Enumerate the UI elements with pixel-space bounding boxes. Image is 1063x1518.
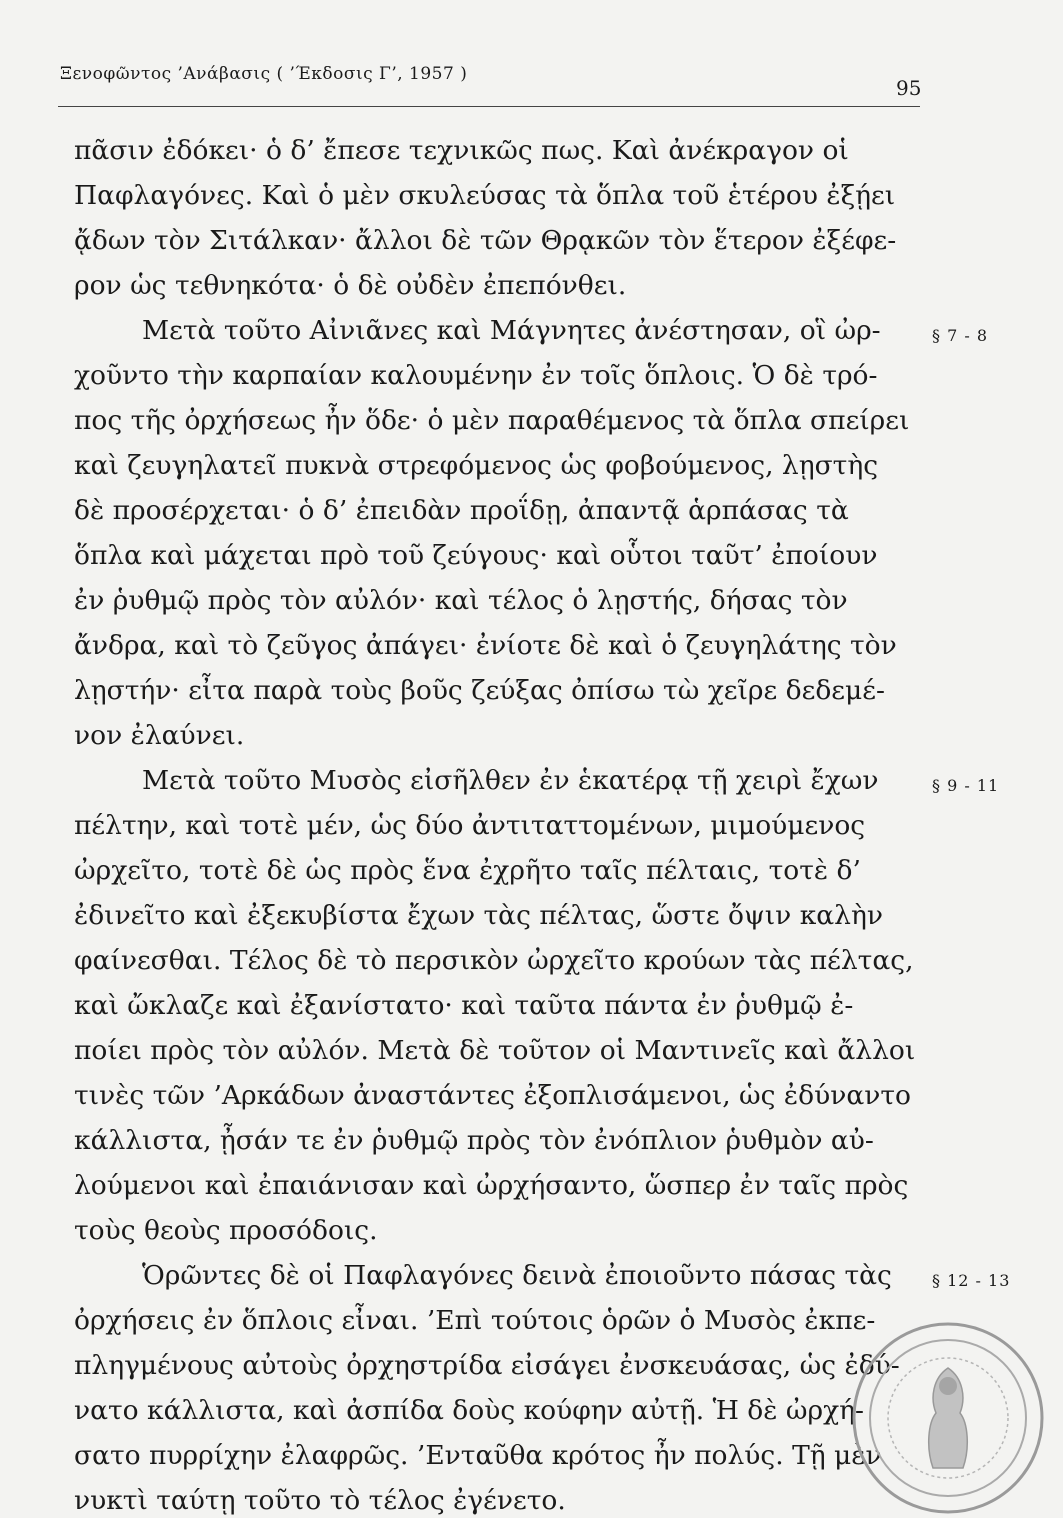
text-line: λούμενοι καὶ ἐπαιάνισαν καὶ ὠρχήσαντο, ὥσπερ ἐν ταῖς πρὸς [74,1170,909,1201]
text-line: σατο πυρρίχην ἐλαφρῶς. ’Ενταῦθα κρότος ἦν πολύς. Τῇ μὲν [74,1440,882,1471]
text-line: νυκτὶ ταύτῃ τοῦτο τὸ τέλος ἐγένετο. [74,1485,566,1516]
page-number: 95 [896,76,922,100]
text-line: τινὲς τῶν ’Αρκάδων ἀναστάντες ἐξοπλισάμενοι, ὡς ἐδύναντο [74,1080,911,1111]
text-line: νον ἐλαύνει. [74,720,245,751]
text-line: πος τῆς ὀρχήσεως ἦν ὅδε· ὁ μὲν παραθέμενος τὰ ὅπλα σπείρει [74,405,910,436]
text-line: ὠρχεῖτο, τοτὲ δὲ ὡς πρὸς ἕνα ἐχρῆτο ταῖς πέλταις, τοτὲ δ’ [74,855,861,886]
text-line: χοῦντο τὴν καρπαίαν καλουμένην ἐν τοῖς ὅπλοις. Ὁ δὲ τρό- [74,360,878,391]
margin-section-ref: § 7 - 8 [932,326,989,345]
text-line: Μετὰ τοῦτο Μυσὸς εἰσῆλθεν ἐν ἑκατέρᾳ τῇ χειρὶ ἔχων [142,765,879,796]
running-head: Ξενοφῶντος ’Ανάβασις ( ’Έκδοσις Γ’, 1957 ) [60,64,468,84]
text-line: καὶ ζευγηλατεῖ πυκνὰ στρεφόμενος ὡς φοβούμενος, λῃστὴς [74,450,879,481]
text-line: ποίει πρὸς τὸν αὐλόν. Μετὰ δὲ τοῦτον οἱ Μαντινεῖς καὶ ἄλλοι [74,1035,916,1066]
text-line: κάλλιστα, ᾖσάν τε ἐν ῥυθμῷ πρὸς τὸν ἐνόπλιον ῥυθμὸν αὐ- [74,1125,874,1156]
text-line: πέλτην, καὶ τοτὲ μέν, ὡς δύο ἀντιταττομένων, μιμούμενος [74,810,866,841]
text-line: ρον ὡς τεθνηκότα· ὁ δὲ οὐδὲν ἐπεπόνθει. [74,270,627,301]
text-line: ὀρχήσεις ἐν ὅπλοις εἶναι. ’Επὶ τούτοις ὁρῶν ὁ Μυσὸς ἐκπε- [74,1305,876,1336]
text-line: πᾶσιν ἐδόκει· ὁ δ’ ἔπεσε τεχνικῶς πως. Καὶ ἀνέκραγον οἱ [74,135,849,166]
text-line: ἐν ῥυθμῷ πρὸς τὸν αὐλόν· καὶ τέλος ὁ λῃστής, δήσας τὸν [74,585,848,616]
text-line: ᾄδων τὸν Σιτάλκαν· ἄλλοι δὲ τῶν Θρᾳκῶν τὸν ἕτερον ἐξέφε- [74,225,897,256]
text-line: Παφλαγόνες. Καὶ ὁ μὲν σκυλεύσας τὰ ὅπλα τοῦ ἑτέρου ἐξῄει [74,180,896,211]
text-line: ἐδινεῖτο καὶ ἐξεκυβίστα ἔχων τὰς πέλτας, ὥστε ὄψιν καλὴν [74,900,883,931]
text-line: λῃστήν· εἶτα παρὰ τοὺς βοῦς ζεύξας ὀπίσω τὼ χεῖρε δεδεμέ- [74,675,885,706]
library-seal-stamp [848,1318,1048,1518]
text-line: ἄνδρα, καὶ τὸ ζεῦγος ἀπάγει· ἐνίοτε δὲ καὶ ὁ ζευγηλάτης τὸν [74,630,897,661]
text-line: νατο κάλλιστα, καὶ ἀσπίδα δοὺς κούφην αὐτῇ. Ἡ δὲ ὠρχή- [74,1395,864,1426]
text-line: Μετὰ τοῦτο Αἰνιᾶνες καὶ Μάγνητες ἀνέστησαν, οἳ ὠρ- [142,315,881,346]
text-line: καὶ ὤκλαζε καὶ ἐξανίστατο· καὶ ταῦτα πάντα ἐν ῥυθμῷ ἐ- [74,990,854,1021]
text-line: Ὁρῶντες δὲ οἱ Παφλαγόνες δεινὰ ἐποιοῦντο πάσας τὰς [142,1260,892,1291]
text-line: πληγμένους αὐτοὺς ὀρχηστρίδα εἰσάγει ἐνσκευάσας, ὡς ἐδύ- [74,1350,900,1381]
margin-section-ref: § 9 - 11 [932,776,1000,795]
text-line: τοὺς θεοὺς προσόδοις. [74,1215,378,1246]
header-rule [58,106,920,107]
text-line: δὲ προσέρχεται· ὁ δ’ ἐπειδὰν προΐδῃ, ἀπαντᾷ ἁρπάσας τὰ [74,495,849,526]
margin-section-ref: § 12 - 13 [932,1271,1011,1290]
text-line: φαίνεσθαι. Τέλος δὲ τὸ περσικὸν ὠρχεῖτο κρούων τὰς πέλτας, [74,945,914,976]
text-line: ὅπλα καὶ μάχεται πρὸ τοῦ ζεύγους· καὶ οὗτοι ταῦτ’ ἐποίουν [74,540,878,571]
